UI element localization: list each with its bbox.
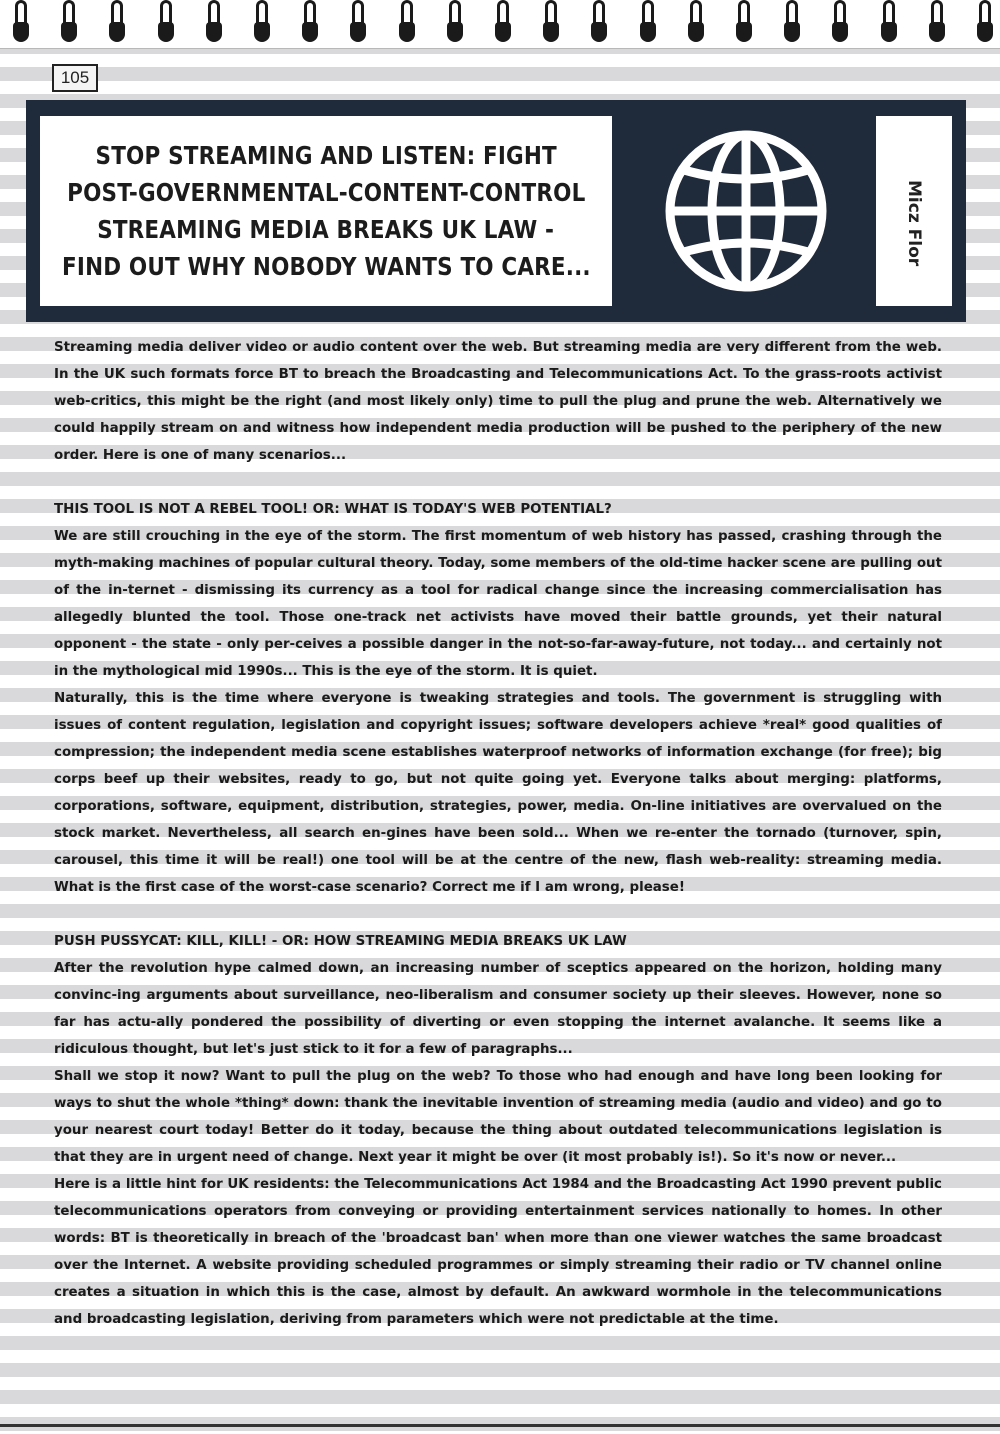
section-2-paragraph-2: Shall we stop it now? Want to pull the plug on the web? To those who had enough and have long been looking for ways to shut the whole *thing* down: thank the inevitable invention of streaming media (audio and video) and go to your nearest court today! Better do it today, because the thing about outdated telecommunications legislation is that they are in urgent need of change. Next year it might be over (it most probably is!). So it's now or never... (54, 1069, 942, 1165)
spiral-binding (0, 0, 1000, 49)
binding-ring (639, 0, 657, 44)
binding-ring (880, 0, 898, 44)
bottom-edge (0, 1424, 1000, 1427)
binding-ring (108, 0, 126, 44)
binding-ring (783, 0, 801, 44)
title-box (40, 116, 612, 306)
spacer (54, 469, 942, 496)
globe-icon (660, 118, 832, 304)
binding-ring (590, 0, 608, 44)
author-box (876, 116, 952, 306)
section-2-paragraph-1: After the revolution hype calmed down, an increasing number of sceptics appeared on the horizon, holding many convinc-ing arguments about surveillance, neo-liberalism and consumer society up their sleeves. However, none so far has actu-ally pondered the possibility of diverting or even stopping the internet avalanche. It seems like a ridiculous thought, but let's just stick to it for a few of paragraphs... (54, 961, 942, 1057)
binding-ring (12, 0, 30, 44)
spacer (54, 901, 942, 928)
author-name: Micz Flor (904, 180, 924, 267)
binding-ring (928, 0, 946, 44)
binding-ring (446, 0, 464, 44)
binding-ring (687, 0, 705, 44)
binding-ring (60, 0, 78, 44)
binding-ring (205, 0, 223, 44)
binding-ring (398, 0, 416, 44)
binding-ring (157, 0, 175, 44)
section-2-heading: PUSH PUSSYCAT: KILL, KILL! - OR: HOW STREAMING MEDIA BREAKS UK LAW (54, 934, 627, 949)
section-2-paragraph-3: Here is a little hint for UK residents: the Telecommunications Act 1984 and the Broadcasting Act 1990 prevent public telecommunications operators from conveying or providing entertainment services nationally to homes. In other words: BT is theoretically in breach of the 'broadcast ban' when more than one viewer watches the same broadcast over the Internet. A website providing scheduled programmes or simply streaming their radio or TV channel online creates a situation in which this is the case, almost by default. An awkward wormhole in the telecommunications and broadcasting legislation, deriving from parameters which were not predictable at the time. (54, 1177, 942, 1327)
article-body (54, 334, 942, 1333)
section-1-paragraph-2: Naturally, this is the time where everyone is tweaking strategies and tools. The government is struggling with issues of content regulation, legislation and copyright issues; software developers achieve *real* good qualities of compression; the independent media scene establishes waterproof networks of information exchange (for free); big corps beef up their websites, ready to go, but not quite going yet. Everyone talks about merging: platforms, corporations, software, equipment, distribution, strategies, power, media. On-line initiatives are overvalued on the stock market. Nevertheless, all search en-gines have been sold... When we re-enter the tornado (turnover, spin, carousel, this time it will be real!) one tool will be at the centre of the new, flash web-reality: streaming media. What is the first case of the worst-case scenario? Correct me if I am wrong, please! (54, 691, 942, 895)
binding-ring (349, 0, 367, 44)
binding-ring (253, 0, 271, 44)
binding-ring (976, 0, 994, 44)
title-line-3: STREAMING MEDIA BREAKS UK LAW - (97, 215, 555, 244)
section-1-paragraph-1: We are still crouching in the eye of the storm. The first momentum of web history has passed, crashing through the myth-making machines of popular cultural theory. Today, some members of the old-time hacker scene are pulling out of the in-ternet - dismissing its currency as a tool for radical change since the increasing commercialisation has allegedly blunted the tool. Those one-track net activists have moved their battle grounds, yet their natural opponent - the state - only per-ceives a possible danger in the not-so-far-away-future, not today... and certainly not in the mythological mid 1990s... This is the eye of the storm. It is quiet. (54, 529, 942, 679)
binding-ring (735, 0, 753, 44)
title-line-4: FIND OUT WHY NOBODY WANTS TO CARE... (61, 252, 591, 281)
title-line-1: STOP STREAMING AND LISTEN: FIGHT (95, 141, 557, 170)
binding-ring (831, 0, 849, 44)
page-number: 105 (52, 64, 98, 92)
section-1-heading: THIS TOOL IS NOT A REBEL TOOL! OR: WHAT IS TODAY'S WEB POTENTIAL? (54, 502, 612, 517)
binding-ring (542, 0, 560, 44)
intro-paragraph: Streaming media deliver video or audio content over the web. But streaming media are very different from the web. In the UK such formats force BT to breach the Broadcasting and Telecommunications Act. To the grass-roots activist web-critics, this might be the right (and most likely only) time to pull the plug and prune the web. Alternatively we could happily stream on and witness how independent media production will be pushed to the periphery of the new order. Here is one of many scenarios... (54, 340, 942, 463)
title-line-2: POST-GOVERNMENTAL-CONTENT-CONTROL (66, 178, 586, 207)
binding-ring (494, 0, 512, 44)
binding-ring (301, 0, 319, 44)
article-banner (26, 100, 966, 322)
